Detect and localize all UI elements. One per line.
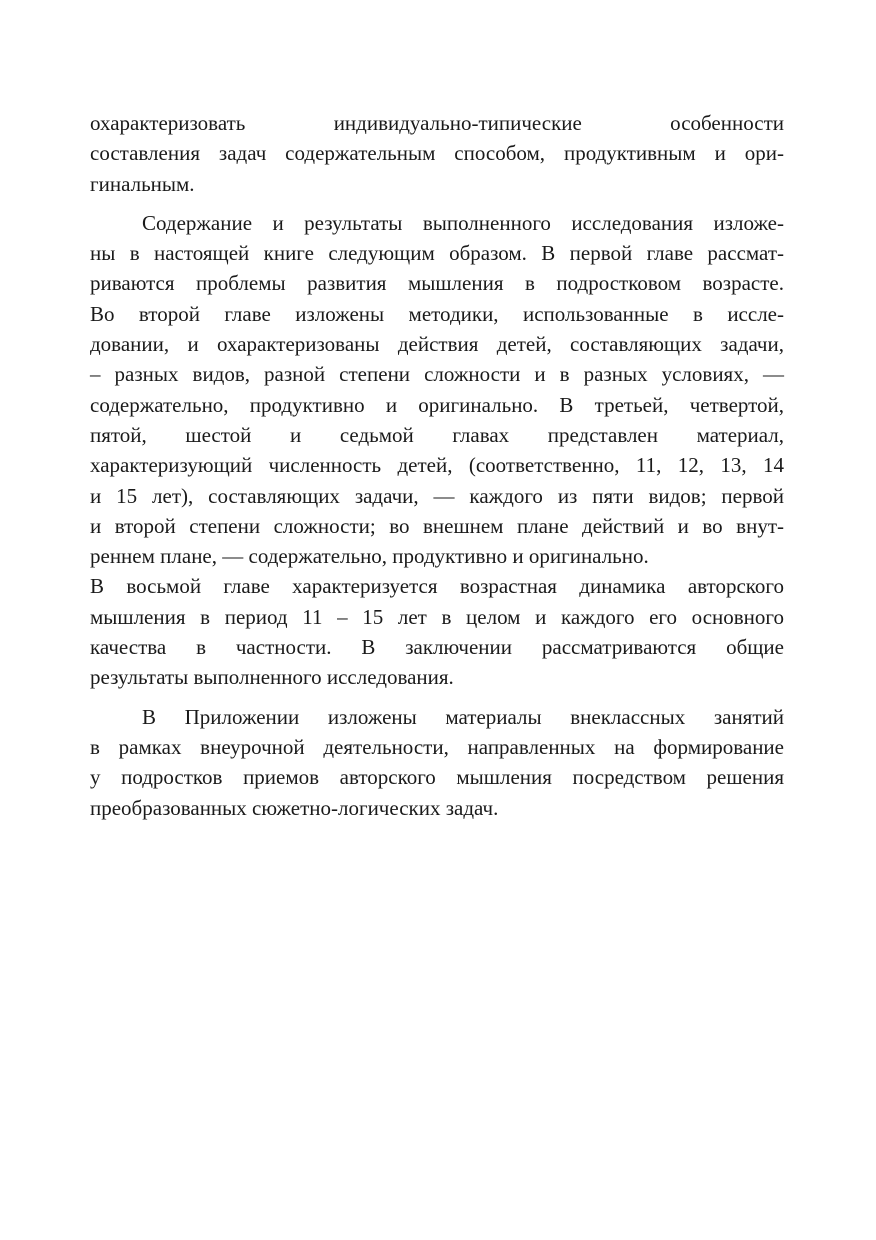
text-line: В восьмой главе характеризуется возрастная динамика авторского [90, 574, 784, 599]
text-line: довании, и охарактеризованы действия детей, составляющих задачи, [90, 332, 784, 357]
text-line: качества в частности. В заключении рассматриваются общие [90, 635, 784, 660]
paragraph-3 [90, 702, 784, 823]
text-line: и 15 лет), составляющих задачи, — каждого из пяти видов; первой [90, 483, 784, 508]
text-line: – разных видов, разной степени сложности и в разных условиях, — [90, 362, 784, 387]
paragraph-gap [90, 199, 784, 208]
text-line: гинальным. [90, 171, 195, 196]
text-line: и второй степени сложности; во внешнем плане действий и во внут- [90, 513, 784, 538]
text-line: риваются проблемы развития мышления в подростковом возрасте. [90, 271, 784, 296]
text-line: Во второй главе изложены методики, использованные в иссле- [90, 301, 784, 326]
text-line: В Приложении изложены материалы внеклассных занятий [142, 704, 784, 729]
text-line: у подростков приемов авторского мышления посредством решения [90, 765, 784, 790]
text-line: мышления в период 11 – 15 лет в целом и каждого его основного [90, 604, 784, 629]
text-line: содержательно, продуктивно и оригинально. В третьей, четвертой, [90, 392, 784, 417]
text-line: охарактеризовать индивидуально-типические особенности [90, 111, 784, 135]
text-line: Содержание и результаты выполненного исследования изложе- [142, 210, 784, 235]
text-line: пятой, шестой и седьмой главах представлен материал, [90, 422, 784, 447]
text-line: в рамках внеурочной деятельности, направленных на формирование [90, 734, 784, 759]
text-line: ны в настоящей книге следующим образом. В первой главе рассмат- [90, 241, 784, 266]
paragraph-gap [90, 693, 784, 702]
text-line: реннем плане, — содержательно, продуктивно и оригинально. [90, 544, 649, 569]
text-line: преобразованных сюжетно-логических задач. [90, 795, 499, 820]
paragraph-2 [90, 208, 784, 693]
text-line: результаты выполненного исследования. [90, 665, 454, 690]
text-line: составления задач содержательным способом, продуктивным и ори- [90, 141, 784, 166]
document-page [90, 108, 784, 823]
text-line: характеризующий численность детей, (соответственно, 11, 12, 13, 14 [90, 453, 784, 478]
paragraph-1 [90, 108, 784, 199]
